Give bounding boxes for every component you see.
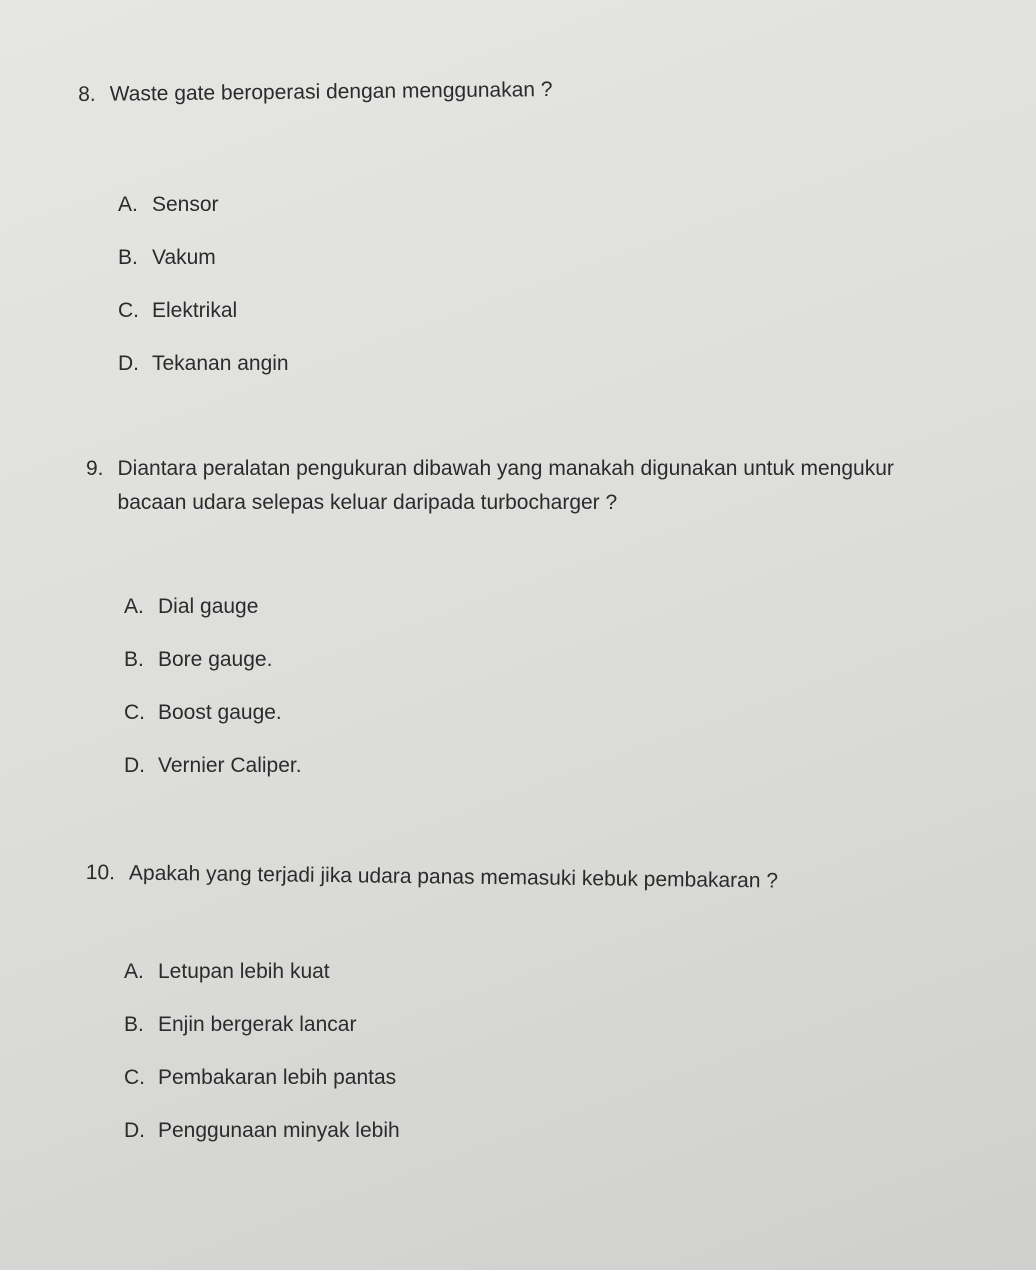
option-letter: D. [118,352,139,375]
question-text: Apakah yang terjadi jika udara panas memasuki kebuk pembakaran ? [128,861,779,893]
option-letter: D. [124,754,145,777]
question-9 [86,452,946,520]
option-c [118,296,289,349]
option-letter: C. [118,299,139,322]
option-text: Sensor [152,193,219,216]
option-text: Boost gauge. [158,701,282,724]
option-text: Tekanan angin [152,352,289,375]
option-d [118,349,289,402]
question-9-options [124,592,302,804]
option-text: Vakum [152,246,216,269]
option-d [124,751,302,804]
option-text: Elektrikal [152,299,238,322]
question-number: 10. [85,860,116,885]
option-letter: A. [118,193,138,216]
option-letter: C. [124,1066,145,1089]
option-text: Pembakaran lebih pantas [158,1066,397,1089]
option-letter: C. [124,701,145,724]
option-b [118,243,289,296]
option-letter: A. [124,960,144,983]
option-text: Dial gauge [158,595,259,618]
option-letter: B. [124,648,144,671]
option-b [124,1010,400,1063]
question-10 [86,856,779,898]
option-text: Penggunaan minyak lebih [158,1119,400,1142]
option-text: Letupan lebih kuat [158,960,330,983]
option-text: Enjin bergerak lancar [158,1013,357,1036]
option-letter: A. [124,595,144,618]
option-a [124,592,302,645]
option-c [124,1063,400,1116]
question-number: 9. [86,457,104,480]
question-8 [78,73,553,112]
question-8-options [118,190,289,402]
option-letter: B. [118,246,138,269]
question-text: Waste gate beroperasi dengan menggunakan ? [109,78,553,106]
question-10-options [124,957,400,1169]
question-text: Diantara peralatan pengukuran dibawah yang manakah digunakan untuk mengukur bacaan udara selepas keluar daripada turbocharger ? [117,457,894,514]
option-a [124,957,400,1010]
option-d [124,1116,400,1169]
option-letter: D. [124,1119,145,1142]
option-text: Bore gauge. [158,648,273,671]
option-c [124,698,302,751]
option-b [124,645,302,698]
option-letter: B. [124,1013,144,1036]
option-a [118,190,289,243]
option-text: Vernier Caliper. [158,754,302,777]
question-number: 8. [78,82,96,106]
